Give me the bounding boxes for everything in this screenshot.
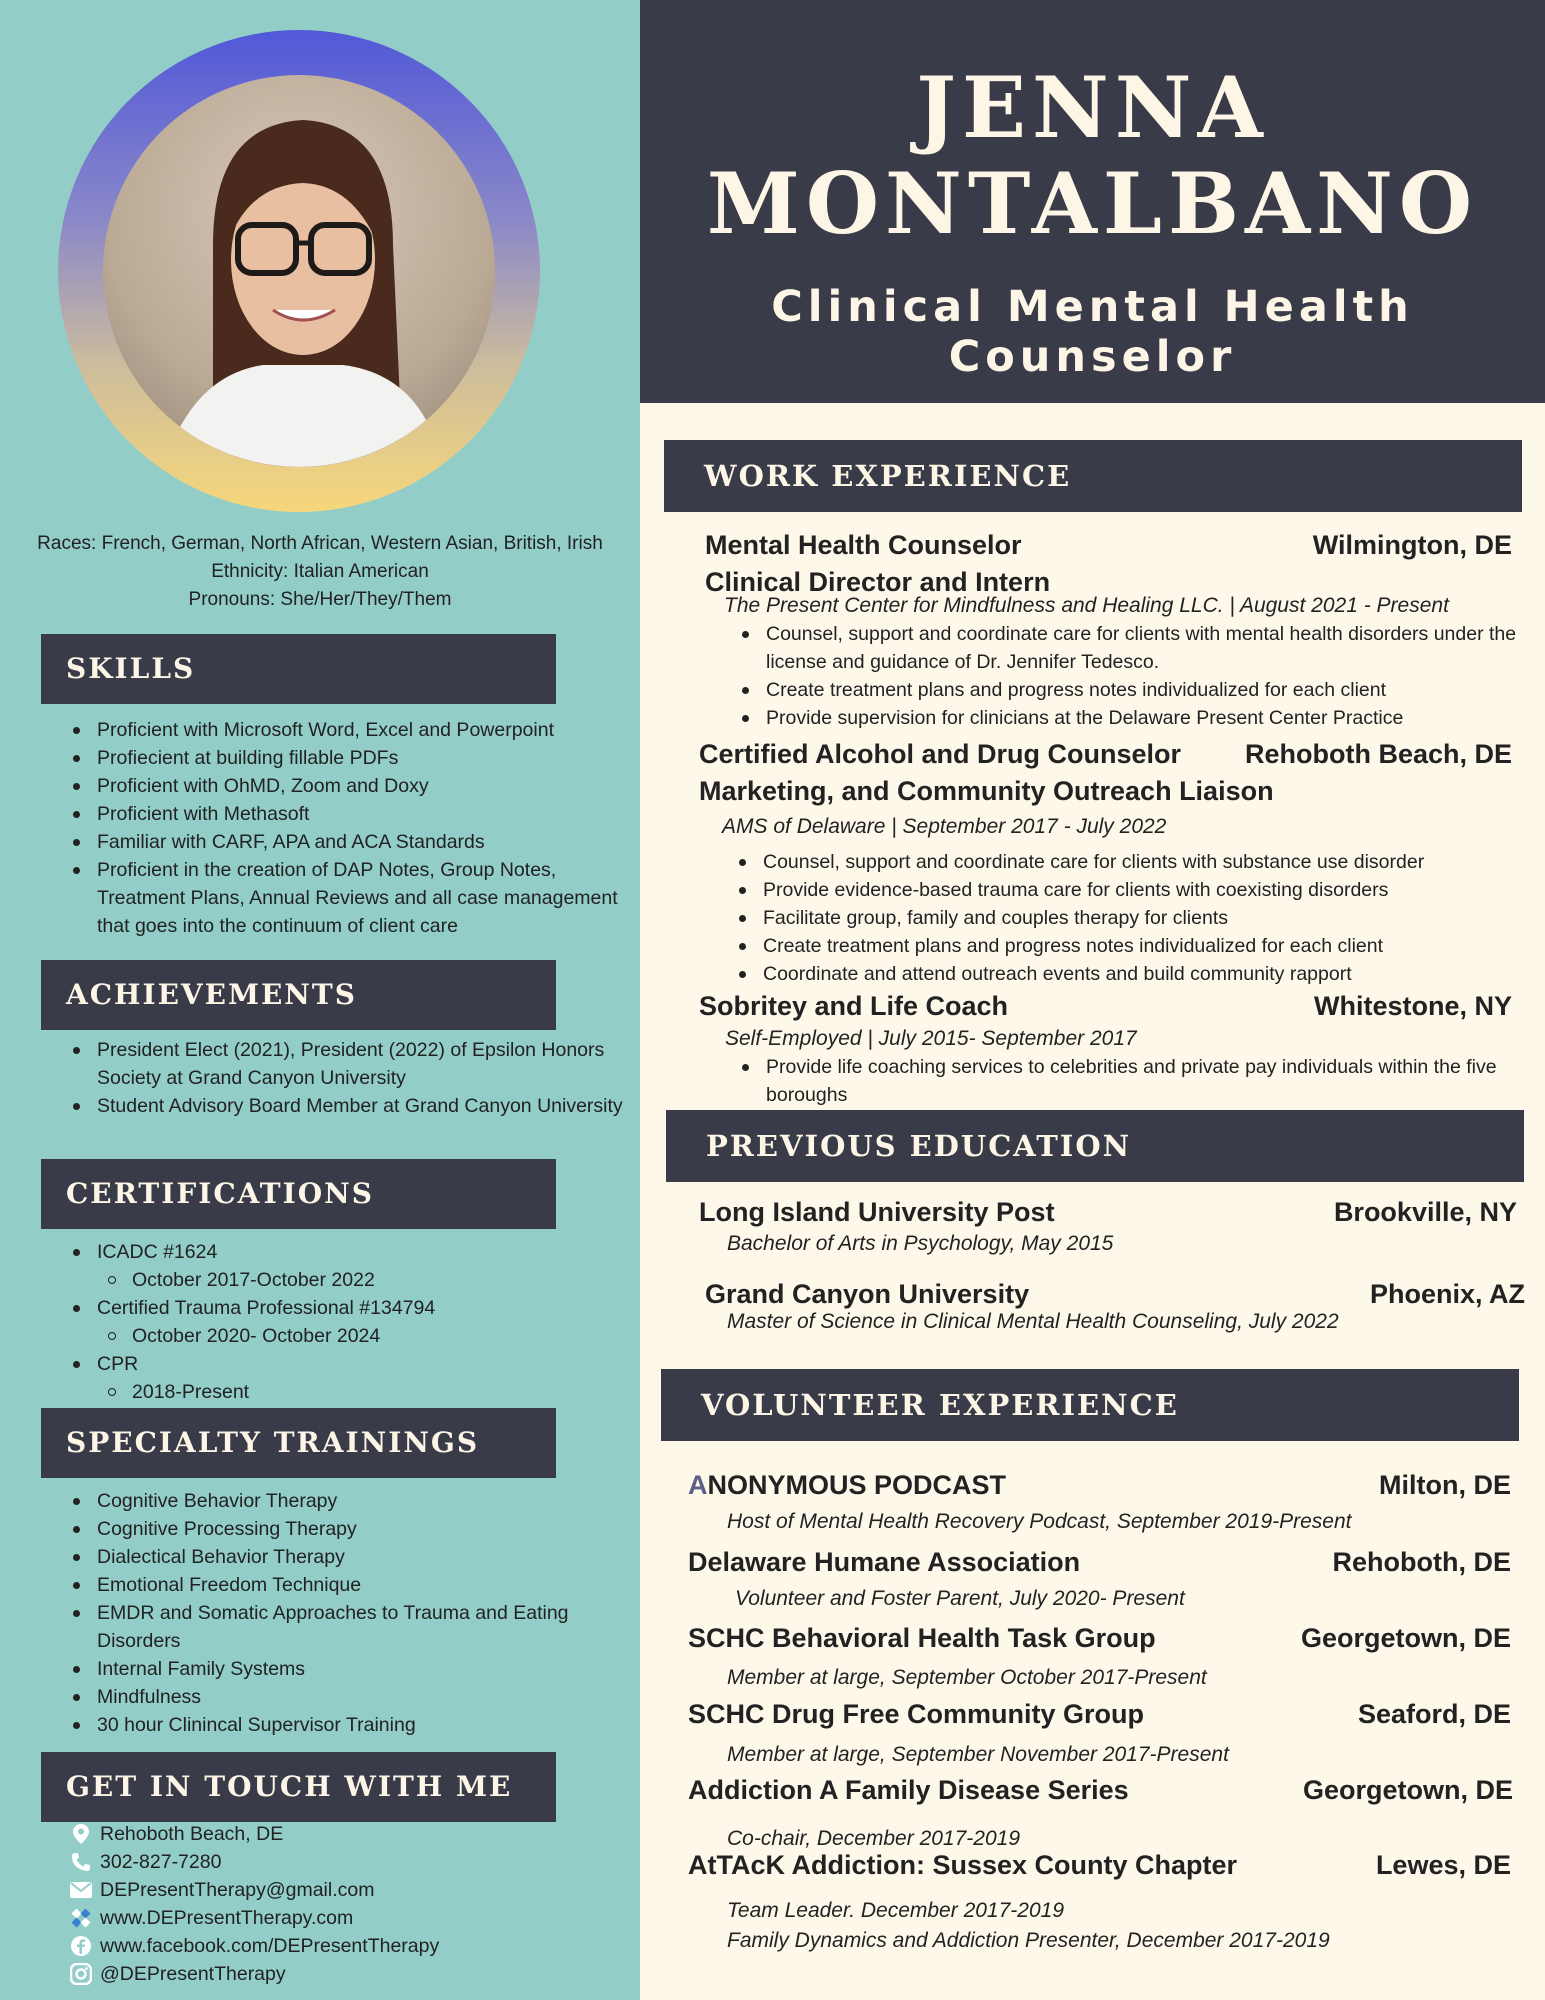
website-icon bbox=[70, 1907, 92, 1929]
identity-block bbox=[0, 530, 640, 614]
volunteer-org-2: Delaware Humane Association bbox=[688, 1547, 1081, 1577]
volunteer-org-6: AtTAcK Addiction: Sussex County Chapter bbox=[688, 1850, 1238, 1880]
volunteer-role-2: Volunteer and Foster Parent, July 2020- Present bbox=[735, 1587, 1185, 1610]
job-title-1: Mental Health Counselor bbox=[705, 530, 1022, 560]
list-item: Proficient in the creation of DAP Notes, Group Notes, Treatment Plans, Annual Reviews and all case management that goes into the continuum of client care bbox=[70, 856, 630, 940]
school-degree-2: Master of Science in Clinical Mental Health Counseling, July 2022 bbox=[727, 1310, 1339, 1333]
volunteer-location-2: Rehoboth, DE bbox=[1332, 1547, 1511, 1577]
races-text: Races: French, German, North African, Western Asian, British, Irish bbox=[37, 533, 603, 554]
job-bullets-2 bbox=[736, 848, 1516, 988]
list-item: Familiar with CARF, APA and ACA Standards bbox=[70, 828, 630, 856]
list-item: Mindfulness bbox=[70, 1683, 630, 1711]
contact-list bbox=[70, 1820, 630, 1988]
pronouns-text: Pronouns: She/Her/They/Them bbox=[188, 589, 452, 610]
achievements-heading: ACHIEVEMENTS bbox=[41, 960, 556, 1030]
list-item: October 2020- October 2024 bbox=[70, 1322, 630, 1350]
volunteer-org-4: SCHC Drug Free Community Group bbox=[688, 1699, 1145, 1729]
list-item: ICADC #1624 bbox=[70, 1238, 630, 1266]
list-item: Proficient with Microsoft Word, Excel and Powerpoint bbox=[70, 716, 630, 744]
job-location-2: Rehoboth Beach, DE bbox=[1244, 739, 1512, 769]
skills-list bbox=[70, 716, 630, 940]
trainings-heading: SPECIALTY TRAININGS bbox=[41, 1408, 556, 1478]
skills-heading: SKILLS bbox=[41, 634, 556, 704]
list-item: President Elect (2021), President (2022) of Epsilon Honors Society at Grand Canyon University bbox=[70, 1036, 630, 1092]
school-name-1: Long Island University Post bbox=[699, 1197, 1055, 1227]
volunteer-org-1: ANONYMOUS PODCAST bbox=[688, 1470, 1007, 1500]
job-location-1: Wilmington, DE bbox=[1312, 530, 1512, 560]
volunteer-location-3: Georgetown, DE bbox=[1300, 1623, 1511, 1653]
education-heading: PREVIOUS EDUCATION bbox=[666, 1110, 1524, 1182]
list-item: Counsel, support and coordinate care for clients with mental health disorders under the license and guidance of Dr. Jennifer Tedesco. bbox=[739, 620, 1519, 676]
school-location-1: Brookville, NY bbox=[1333, 1197, 1517, 1227]
trainings-list bbox=[70, 1487, 630, 1739]
list-item: 30 hour Clinincal Supervisor Training bbox=[70, 1711, 630, 1739]
volunteer-org-3: SCHC Behavioral Health Task Group bbox=[688, 1623, 1156, 1653]
contact-facebook[interactable]: www.facebook.com/DEPresentTherapy bbox=[70, 1932, 630, 1960]
job-title-3: Sobritey and Life Coach bbox=[699, 991, 1009, 1021]
volunteer-role-1: Host of Mental Health Recovery Podcast, September 2019-Present bbox=[727, 1510, 1352, 1533]
job-location-3: Whitestone, NY bbox=[1313, 991, 1512, 1021]
list-item: Counsel, support and coordinate care for clients with substance use disorder bbox=[736, 848, 1516, 876]
volunteer-role-6b: Family Dynamics and Addiction Presenter, December 2017-2019 bbox=[727, 1929, 1330, 1952]
list-item: Student Advisory Board Member at Grand Canyon University bbox=[70, 1092, 630, 1120]
list-item: October 2017-October 2022 bbox=[70, 1266, 630, 1294]
job-title-1b: Clinical Director and Intern bbox=[705, 567, 1051, 597]
list-item: Internal Family Systems bbox=[70, 1655, 630, 1683]
last-name: MONTALBANO bbox=[706, 154, 1479, 253]
contact-phone[interactable]: 302-827-7280 bbox=[70, 1848, 630, 1876]
list-item: Certified Trauma Professional #134794 bbox=[70, 1294, 630, 1322]
list-item: EMDR and Somatic Approaches to Trauma and Eating Disorders bbox=[70, 1599, 630, 1655]
volunteer-location-1: Milton, DE bbox=[1379, 1470, 1511, 1500]
volunteer-role-6: Team Leader. December 2017-2019 bbox=[727, 1899, 1064, 1922]
first-name: JENNA bbox=[916, 58, 1269, 157]
volunteer-role-3: Member at large, September October 2017-Present bbox=[727, 1666, 1207, 1689]
list-item: Provide evidence-based trauma care for clients with coexisting disorders bbox=[736, 876, 1516, 904]
volunteer-heading: VOLUNTEER EXPERIENCE bbox=[661, 1369, 1519, 1441]
list-item: Profiecient at building fillable PDFs bbox=[70, 744, 630, 772]
list-item: Proficient with Methasoft bbox=[70, 800, 630, 828]
list-item: Provide supervision for clinicians at the Delaware Present Center Practice bbox=[739, 704, 1519, 732]
list-item: Create treatment plans and progress notes individualized for each client bbox=[736, 932, 1516, 960]
list-item: Provide life coaching services to celebrities and private pay individuals within the five boroughs bbox=[739, 1053, 1519, 1109]
job-title-2b: Marketing, and Community Outreach Liaison bbox=[699, 776, 1274, 806]
list-item: Create treatment plans and progress notes individualized for each client bbox=[739, 676, 1519, 704]
certifications-heading: CERTIFICATIONS bbox=[41, 1159, 556, 1229]
contact-instagram[interactable]: @DEPresentTherapy bbox=[70, 1960, 630, 1988]
list-item: Emotional Freedom Technique bbox=[70, 1571, 630, 1599]
phone-icon bbox=[70, 1851, 92, 1873]
volunteer-location-4: Seaford, DE bbox=[1357, 1699, 1511, 1729]
school-location-2: Phoenix, AZ bbox=[1369, 1279, 1525, 1309]
volunteer-location-6: Lewes, DE bbox=[1375, 1850, 1511, 1880]
job-title-2: Certified Alcohol and Drug Counselor bbox=[699, 739, 1182, 769]
instagram-icon bbox=[70, 1963, 92, 1985]
list-item: CPR bbox=[70, 1350, 630, 1378]
job-title: Clinical Mental Health Counselor bbox=[771, 282, 1414, 382]
volunteer-org-5: Addiction A Family Disease Series bbox=[688, 1775, 1129, 1805]
list-item: Dialectical Behavior Therapy bbox=[70, 1543, 630, 1571]
mail-icon bbox=[70, 1879, 92, 1901]
job-org-2: AMS of Delaware | September 2017 - July 2022 bbox=[722, 815, 1167, 838]
achievements-list bbox=[70, 1036, 630, 1120]
school-degree-1: Bachelor of Arts in Psychology, May 2015 bbox=[727, 1232, 1114, 1255]
volunteer-location-5: Georgetown, DE bbox=[1302, 1775, 1513, 1805]
profile-photo bbox=[103, 75, 495, 467]
job-org-3: Self-Employed | July 2015- September 2017 bbox=[725, 1027, 1137, 1050]
list-item: Proficient with OhMD, Zoom and Doxy bbox=[70, 772, 630, 800]
list-item: Cognitive Behavior Therapy bbox=[70, 1487, 630, 1515]
contact-website[interactable]: www.DEPresentTherapy.com bbox=[70, 1904, 630, 1932]
certifications-list bbox=[70, 1238, 630, 1406]
contact-heading: GET IN TOUCH WITH ME bbox=[41, 1752, 556, 1822]
job-bullets-3 bbox=[739, 1053, 1519, 1109]
job-bullets-1 bbox=[739, 620, 1519, 732]
school-name-2: Grand Canyon University bbox=[705, 1279, 1030, 1309]
location-pin-icon bbox=[70, 1823, 92, 1845]
list-item: Cognitive Processing Therapy bbox=[70, 1515, 630, 1543]
volunteer-role-4: Member at large, September November 2017-Present bbox=[727, 1743, 1229, 1766]
job-org-1: The Present Center for Mindfulness and Healing LLC. | August 2021 - Present bbox=[724, 594, 1449, 617]
list-item: 2018-Present bbox=[70, 1378, 630, 1406]
volunteer-role-5: Co-chair, December 2017-2019 bbox=[727, 1827, 1020, 1850]
facebook-icon bbox=[70, 1935, 92, 1957]
list-item: Facilitate group, family and couples therapy for clients bbox=[736, 904, 1516, 932]
work-heading: WORK EXPERIENCE bbox=[664, 440, 1522, 512]
ethnicity-text: Ethnicity: Italian American bbox=[211, 561, 429, 582]
contact-email[interactable]: DEPresentTherapy@gmail.com bbox=[70, 1876, 630, 1904]
contact-location: Rehoboth Beach, DE bbox=[70, 1820, 630, 1848]
list-item: Coordinate and attend outreach events and build community rapport bbox=[736, 960, 1516, 988]
